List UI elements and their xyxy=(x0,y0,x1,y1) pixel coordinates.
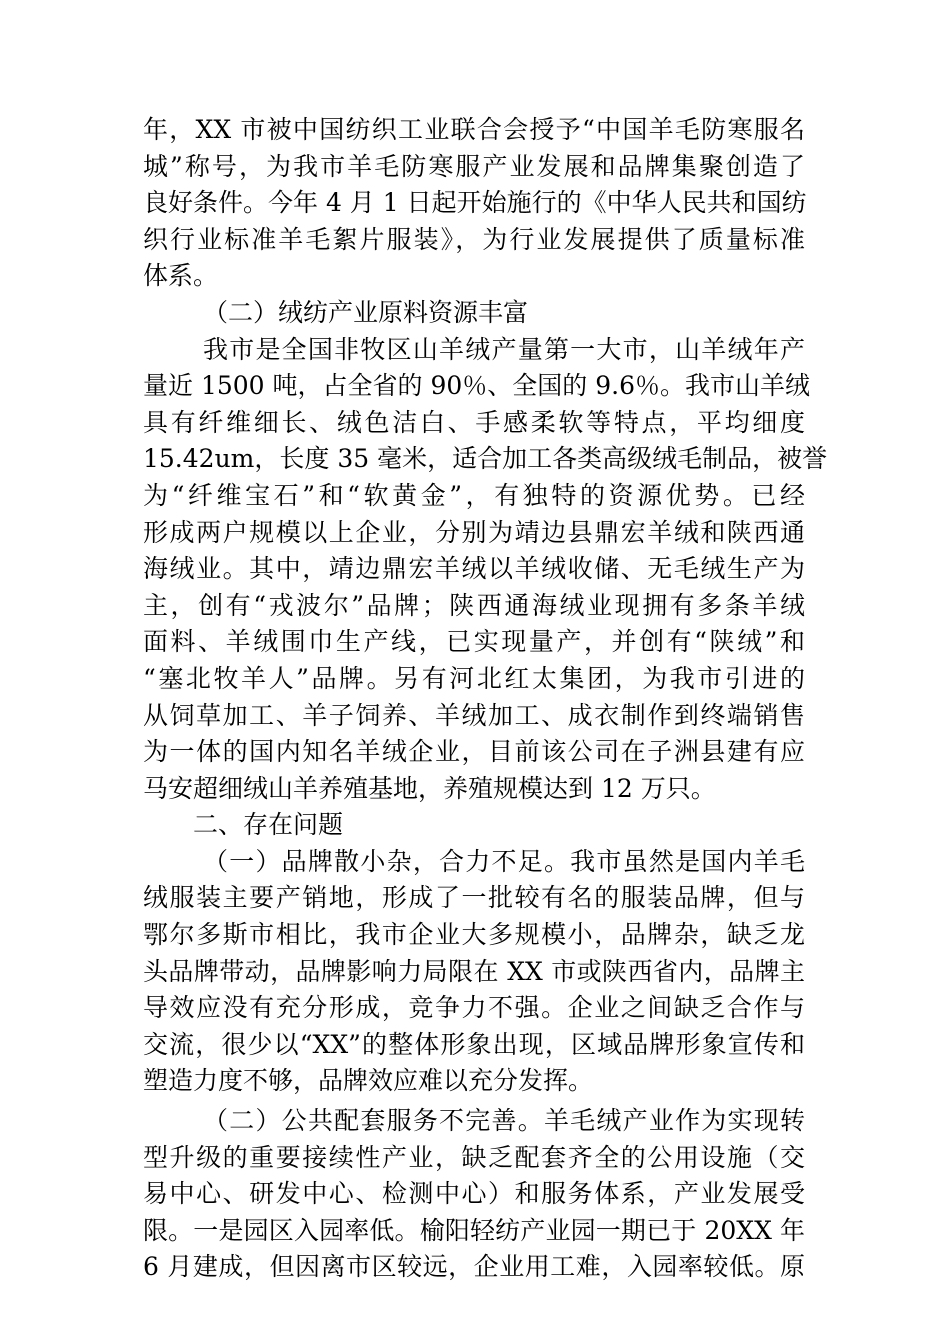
text-line: 头品牌带动，品牌影响力局限在 XX 市或陕西省内，品牌主 xyxy=(143,956,805,986)
text-line: 马安超细绒山羊养殖基地，养殖规模达到 12 万只。 xyxy=(143,773,716,803)
subheading-raw-materials: （二）绒纺产业原料资源丰富 xyxy=(203,297,529,327)
text-line: 交流，很少以“XX”的整体形象出现，区域品牌形象宣传和 xyxy=(143,1029,805,1059)
section-heading-problems: 二、存在问题 xyxy=(193,810,344,840)
text-line: 从饲草加工、羊子饲养、羊绒加工、成衣制作到终端销售 xyxy=(143,700,805,730)
text-line: 城”称号，为我市羊毛防寒服产业发展和品牌集聚创造了 xyxy=(143,151,805,181)
text-line: 15.42um，长度 35 毫米，适合加工各类高级绒毛制品，被誉 xyxy=(143,444,828,474)
text-line: 主，创有“戎波尔”品牌；陕西通海绒业现拥有多条羊绒 xyxy=(143,590,805,620)
text-line: 塑造力度不够，品牌效应难以充分发挥。 xyxy=(143,1066,594,1096)
document-page xyxy=(143,112,828,1286)
text-line: 良好条件。今年 4 月 1 日起开始施行的《中华人民共和国纺 xyxy=(143,188,807,218)
text-line: 海绒业。其中，靖边鼎宏羊绒以羊绒收储、无毛绒生产为 xyxy=(143,554,805,584)
text-line: 型升级的重要接续性产业，缺乏配套齐全的公用设施（交 xyxy=(143,1142,805,1172)
text-line: 我市是全国非牧区山羊绒产量第一大市，山羊绒年产 xyxy=(203,334,805,364)
text-line: 限。一是园区入园率低。榆阳轻纺产业园一期已于 20XX 年 xyxy=(143,1215,805,1245)
text-line: 织行业标准羊毛絮片服装》，为行业发展提供了质量标准 xyxy=(143,224,805,254)
text-line: 鄂尔多斯市相比，我市企业大多规模小，品牌杂，缺乏龙 xyxy=(143,920,805,950)
text-line: 绒服装主要产销地，形成了一批较有名的服装品牌，但与 xyxy=(143,883,805,913)
text-line: “塞北牧羊人”品牌。另有河北红太集团，为我市引进的 xyxy=(143,663,805,693)
text-line: 具有纤维细长、绒色洁白、手感柔软等特点，平均细度 xyxy=(143,407,805,437)
text-line: 体系。 xyxy=(143,261,219,291)
text-line: （二）公共配套服务不完善。羊毛绒产业作为实现转 xyxy=(203,1106,805,1136)
text-line: 年，XX 市被中国纺织工业联合会授予“中国羊毛防寒服名 xyxy=(143,115,805,144)
text-line: （一）品牌散小杂，合力不足。我市虽然是国内羊毛 xyxy=(203,846,805,876)
text-line: 导效应没有充分形成，竞争力不强。企业之间缺乏合作与 xyxy=(143,993,805,1023)
text-line: 易中心、研发中心、检测中心）和服务体系，产业发展受 xyxy=(143,1179,805,1209)
text-line: 量近 1500 吨，占全省的 90％、全国的 9.6％。我市山羊绒 xyxy=(143,371,810,401)
text-line: 为“纤维宝石”和“软黄金”，有独特的资源优势。已经 xyxy=(143,480,805,510)
text-line: 面料、羊绒围巾生产线，已实现量产，并创有“陕绒”和 xyxy=(143,627,805,657)
text-line: 形成两户规模以上企业，分别为靖边县鼎宏羊绒和陕西通 xyxy=(143,517,805,547)
text-line: 6 月建成，但因离市区较远，企业用工难，入园率较低。原 xyxy=(143,1252,805,1282)
text-line: 为一体的国内知名羊绒企业，目前该公司在子洲县建有应 xyxy=(143,737,805,767)
